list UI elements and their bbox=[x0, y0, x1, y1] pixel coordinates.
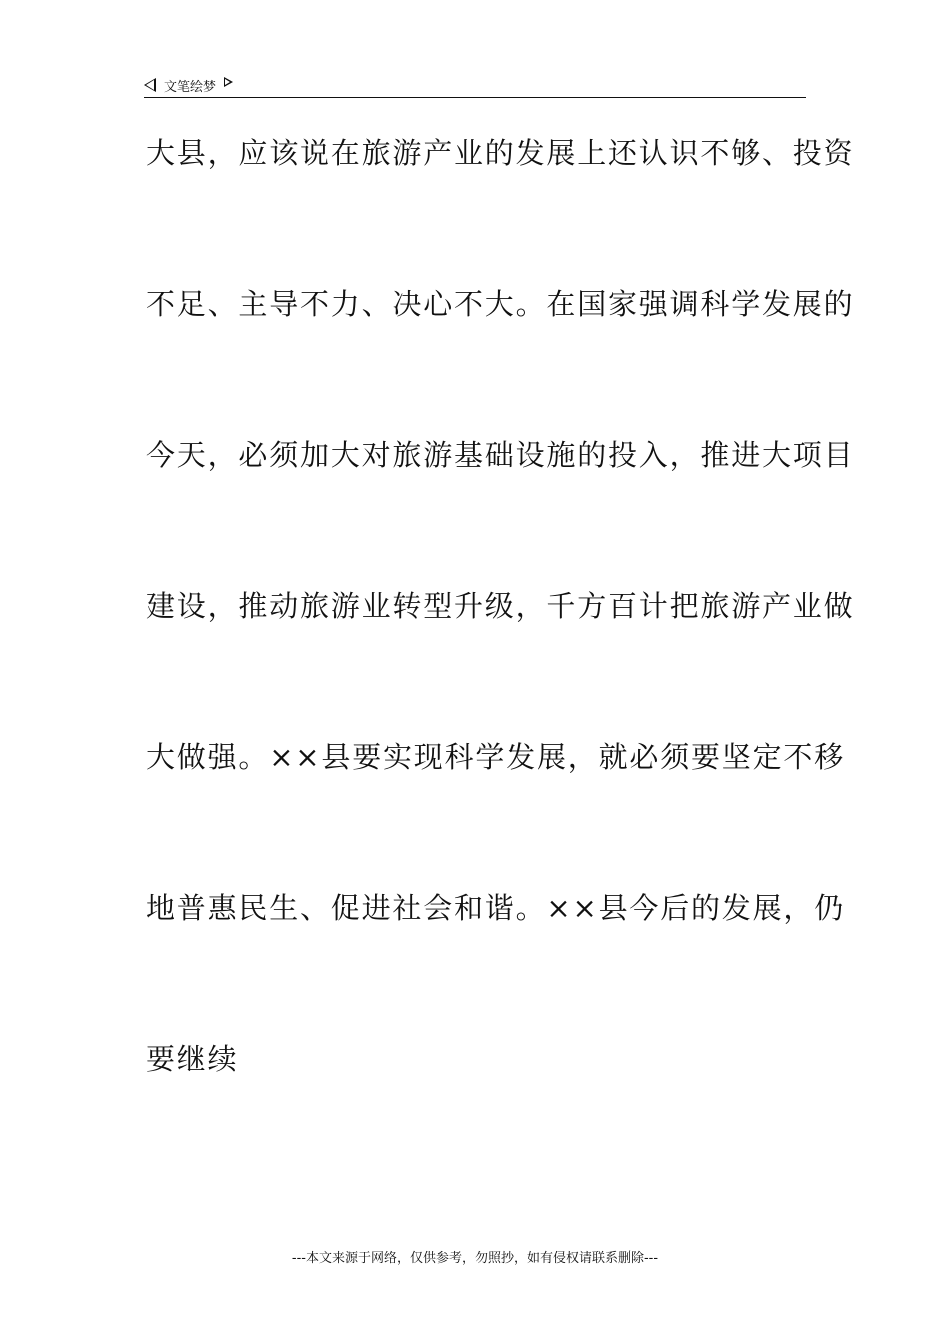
body-line: 大县，应该说在旅游产业的发展上还认识不够、投资 bbox=[146, 136, 855, 170]
body-line: 今天，必须加大对旅游基础设施的投入，推进大项目 bbox=[146, 438, 855, 472]
header-divider bbox=[144, 97, 806, 98]
body-line: 地普惠民生、促进社会和谐。××县今后的发展，仍 bbox=[146, 891, 845, 925]
footer-notice: ---本文来源于网络，仅供参考，勿照抄，如有侵权请联系删除--- bbox=[291, 1251, 659, 1266]
body-line: 要继续 bbox=[146, 1042, 239, 1076]
body-line: 大做强。××县要实现科学发展，就必须要坚定不移 bbox=[146, 740, 845, 774]
triangle-right-icon bbox=[224, 77, 233, 87]
body-line: 不足、主导不力、决心不大。在国家强调科学发展的 bbox=[146, 287, 855, 321]
document-body bbox=[146, 131, 855, 1188]
page-header bbox=[144, 74, 806, 96]
body-line: 建设，推动旅游业转型升级，千方百计把旅游产业做 bbox=[146, 589, 855, 623]
header-title: 文笔绘梦 bbox=[164, 79, 217, 95]
triangle-left-icon bbox=[144, 78, 156, 92]
